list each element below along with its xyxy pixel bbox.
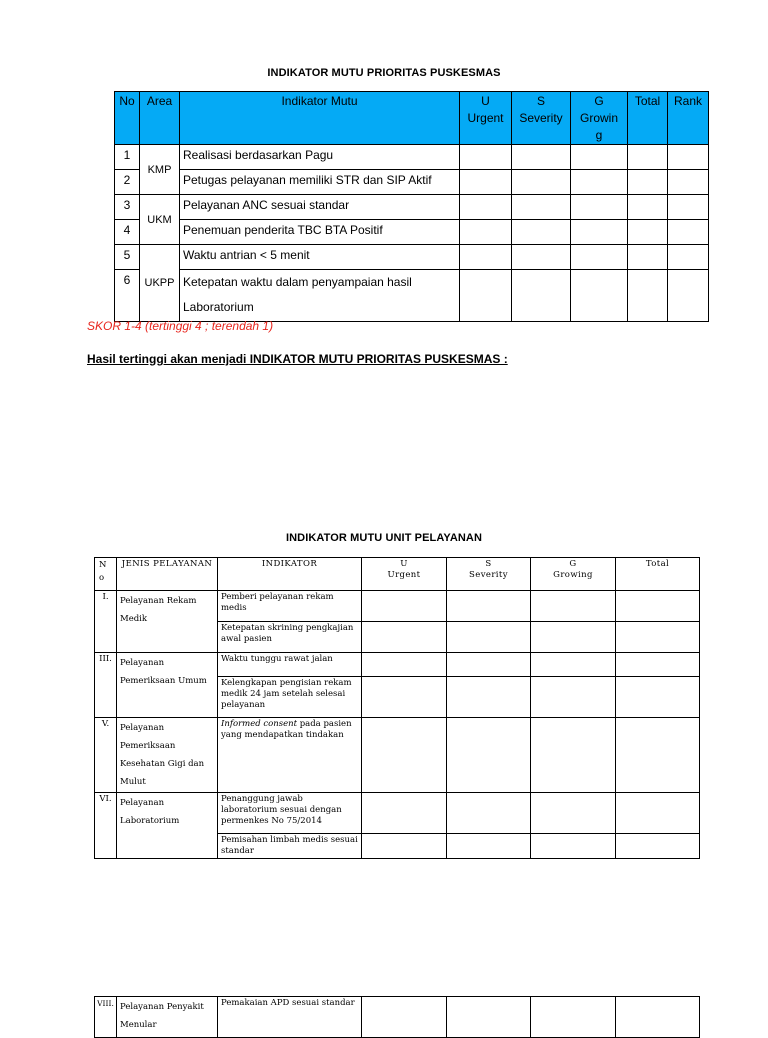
score-cell [531,677,616,718]
row-no: V. [95,718,117,793]
header-no: No [115,92,140,145]
jenis-cell: Pelayanan Pemeriksaan Kesehatan Gigi dan Mulut [117,718,218,793]
table2-title: INDIKATOR MUTU UNIT PELAYANAN [285,532,483,544]
score-cell [628,245,668,270]
table-row [95,718,700,793]
table-row [115,220,709,245]
score-cell [447,997,531,1038]
score-cell [571,170,628,195]
score-cell [531,793,616,834]
table1-title: INDIKATOR MUTU PRIORITAS PUSKESMAS [267,67,501,79]
score-cell [362,793,447,834]
score-cell [628,220,668,245]
header-no: N o [95,558,117,591]
header-total: Total [616,558,700,591]
score-cell [512,245,571,270]
table-row [115,270,709,322]
score-cell [447,591,531,622]
row-no: 4 [115,220,140,245]
score-cell [531,622,616,653]
score-cell [362,622,447,653]
table-row [115,170,709,195]
score-cell [668,195,709,220]
score-cell [512,220,571,245]
score-cell [668,245,709,270]
header-jenis: JENIS PELAYANAN [117,558,218,591]
score-cell [616,622,700,653]
table-row [95,997,700,1038]
indikator-cell: Realisasi berdasarkan Pagu [180,145,460,170]
table-row [115,245,709,270]
header-growing: G Growin g [571,92,628,145]
area-cell: UKM [140,195,180,245]
indikator-cell [218,718,362,793]
score-cell [512,195,571,220]
score-cell [628,195,668,220]
score-cell [571,145,628,170]
indikator-italic: Informed consent [221,719,298,729]
header-area: Area [140,92,180,145]
table-row [95,793,700,834]
score-cell [668,220,709,245]
score-cell [531,997,616,1038]
score-cell [460,245,512,270]
score-cell [616,793,700,834]
table2-header-row [95,558,700,591]
table-row [115,145,709,170]
score-cell [362,591,447,622]
score-cell [668,170,709,195]
score-cell [447,793,531,834]
indikator-cell: Waktu tunggu rawat jalan [218,653,362,677]
table-row [95,591,700,622]
score-cell [460,195,512,220]
header-indikator: Indikator Mutu [180,92,460,145]
score-cell [447,622,531,653]
score-cell [616,834,700,859]
indikator-cell: Ketepatan skrining pengkajian awal pasien [218,622,362,653]
row-no: 2 [115,170,140,195]
area-cell: KMP [140,145,180,195]
row-no: III. [95,653,117,718]
score-cell [616,677,700,718]
score-cell [531,718,616,793]
score-cell [512,270,571,322]
score-cell [531,591,616,622]
score-cell [460,145,512,170]
row-no: VI. [95,793,117,859]
indikator-cell: Waktu antrian < 5 menit [180,245,460,270]
score-cell [447,718,531,793]
score-cell [531,653,616,677]
result-heading: Hasil tertinggi akan menjadi INDIKATOR MUTU PRIORITAS PUSKESMAS : [87,352,508,366]
score-note: SKOR 1-4 (tertinggi 4 ; terendah 1) [87,319,274,333]
header-severity: S Severity [447,558,531,591]
header-total: Total [628,92,668,145]
jenis-cell: Pelayanan Pemeriksaan Umum [117,653,218,718]
indikator-cell: Ketepatan waktu dalam penyampaian hasil Laboratorium [180,270,460,322]
jenis-cell: Pelayanan Laboratorium [117,793,218,859]
score-cell [571,220,628,245]
score-cell [362,997,447,1038]
score-cell [616,997,700,1038]
indikator-cell: Pemakaian APD sesuai standar [218,997,362,1038]
score-cell [447,653,531,677]
table-row [95,653,700,677]
score-cell [628,270,668,322]
jenis-cell: Pelayanan Penyakit Menular [117,997,218,1038]
score-cell [362,718,447,793]
score-cell [571,245,628,270]
score-cell [628,170,668,195]
indikator-cell: Petugas pelayanan memiliki STR dan SIP Aktif [180,170,460,195]
score-cell [616,591,700,622]
score-cell [512,170,571,195]
table-row [115,195,709,220]
score-cell [447,677,531,718]
header-urgent: U Urgent [362,558,447,591]
score-cell [628,145,668,170]
score-cell [531,834,616,859]
score-cell [571,195,628,220]
table1-header-row [115,92,709,145]
indikator-cell: Pelayanan ANC sesuai standar [180,195,460,220]
indikator-cell: Pemberi pelayanan rekam medis [218,591,362,622]
row-no: I. [95,591,117,653]
unit-indicator-table-continued [94,996,700,1038]
header-indikator: INDIKATOR [218,558,362,591]
unit-indicator-table [94,557,700,859]
header-severity: S Severity [512,92,571,145]
score-cell [460,170,512,195]
header-rank: Rank [668,92,709,145]
indikator-cell: Penemuan penderita TBC BTA Positif [180,220,460,245]
priority-indicator-table [114,91,709,322]
indikator-cell: Kelengkapan pengisian rekam medik 24 jam setelah selesai pelayanan [218,677,362,718]
row-no: 5 [115,245,140,270]
score-cell [512,145,571,170]
score-cell [571,270,628,322]
header-growing: G Growing [531,558,616,591]
indikator-rest: pada pasien yang mendapatkan tindakan [221,719,352,740]
score-cell [362,677,447,718]
score-cell [460,220,512,245]
score-cell [362,653,447,677]
score-cell [668,270,709,322]
score-cell [362,834,447,859]
jenis-cell: Pelayanan Rekam Medik [117,591,218,653]
row-no: 1 [115,145,140,170]
header-urgent: U Urgent [460,92,512,145]
score-cell [447,834,531,859]
score-cell [616,718,700,793]
score-cell [460,270,512,322]
row-no: 3 [115,195,140,220]
score-cell [668,145,709,170]
row-no: 6 [115,270,140,322]
row-no: VIII. [95,997,117,1038]
score-cell [616,653,700,677]
indikator-cell: Penanggung jawab laboratorium sesuai dengan permenkes No 75/2014 [218,793,362,834]
indikator-cell: Pemisahan limbah medis sesuai standar [218,834,362,859]
area-cell: UKPP [140,245,180,322]
